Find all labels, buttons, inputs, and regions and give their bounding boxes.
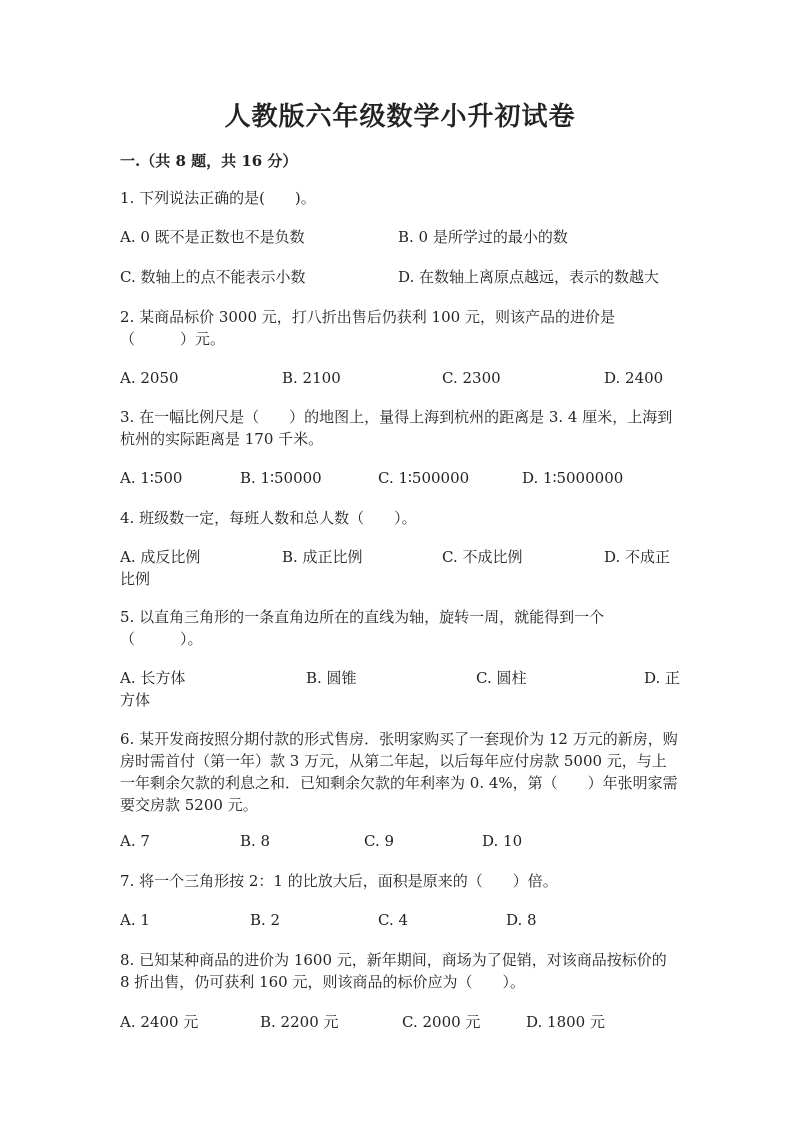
q3-option-a[interactable]: A. 1∶500 [120,469,183,487]
question-6-options [120,830,680,852]
q2-option-c[interactable]: C. 2300 [442,369,501,387]
q2-option-a[interactable]: A. 2050 [120,369,179,387]
question-1-stem: 1. 下列说法正确的是( )。 [120,189,316,207]
q7-option-d[interactable]: D. 8 [506,911,537,929]
question-1-options-row2 [120,266,680,288]
question-8-options [120,1011,680,1033]
question-1-options [120,226,680,248]
q4-option-d-wrap [0,546,680,596]
q5-option-d[interactable]: D. 正 [644,669,681,687]
q3-option-d[interactable]: D. 1∶5000000 [522,469,624,487]
q4-option-d-continuation: 比例 [120,570,151,588]
q4-option-a[interactable]: A. 成反比例 [120,548,201,566]
q7-option-c[interactable]: C. 4 [378,911,409,929]
section-heading: 一.（共 8 题，共 16 分） [120,152,298,170]
q6-option-b[interactable]: B. 8 [240,832,271,850]
q5-option-c[interactable]: C. 圆柱 [476,669,527,687]
question-7-stem: 7. 将一个三角形按 2：1 的比放大后，面积是原来的（ ）倍。 [120,872,558,890]
question-8-stem: 8. 已知某种商品的进价为 1600 元，新年期间，商场为了促销，对该商品按标价的 8 折出售，仍可获利 160 元，则该商品的标价应为（ ）。 [120,951,667,991]
question-3-options [120,467,680,489]
question-2-stem: 2. 某商品标价 3000 元，打八折出售后仍获利 100 元，则该产品的进价是（ ）元。 [120,308,615,348]
q3-option-b[interactable]: B. 1∶50000 [240,469,322,487]
q1-option-d[interactable]: D. 在数轴上离原点越远，表示的数越大 [398,268,660,286]
q5-option-b[interactable]: B. 圆锥 [306,669,357,687]
q2-option-d[interactable]: D. 2400 [604,369,664,387]
q1-option-b[interactable]: B. 0 是所学过的最小的数 [398,228,568,246]
page-title: 人教版六年级数学小升初试卷 [224,102,576,132]
question-5-options [120,667,680,689]
question-3-stem: 3. 在一幅比例尺是（ ）的地图上，量得上海到杭州的距离是 3. 4 厘米，上海到杭州的实际距离是 170 千米。 [120,408,673,448]
question-2-options [120,367,680,389]
q3-option-c[interactable]: C. 1∶500000 [378,469,470,487]
q8-option-b[interactable]: B. 2200 元 [260,1013,339,1031]
question-7-options [120,909,680,931]
q4-option-b[interactable]: B. 成正比例 [282,548,363,566]
q1-option-c[interactable]: C. 数轴上的点不能表示小数 [120,268,306,286]
q8-option-c[interactable]: C. 2000 元 [402,1013,481,1031]
q7-option-b[interactable]: B. 2 [250,911,281,929]
q7-option-a[interactable]: A. 1 [120,911,150,929]
q4-option-c[interactable]: C. 不成比例 [442,548,523,566]
q8-option-d[interactable]: D. 1800 元 [526,1013,605,1031]
question-5-stem: 5. 以直角三角形的一条直角边所在的直线为轴，旋转一周，就能得到一个（ ）。 [120,608,605,648]
question-6-stem: 6. 某开发商按照分期付款的形式售房．张明家购买了一套现价为 12 万元的新房，购房时需首付（第一年）款 3 万元，从第二年起，以后每年应付房款 5000 元，与上一年剩余欠款的利息之和．已知剩余欠款的年利率为 0. 4%，第（ ）年张明家需要交房款 5200 元。 [120,730,678,814]
q4-option-d[interactable]: D. 不成正 [604,548,671,566]
q1-option-a[interactable]: A. 0 既不是正数也不是负数 [120,228,305,246]
q8-option-a[interactable]: A. 2400 元 [120,1013,199,1031]
question-4-stem: 4. 班级数一定，每班人数和总人数（ ）。 [120,509,417,527]
q2-option-b[interactable]: B. 2100 [282,369,341,387]
q5-option-d-continuation: 方体 [120,691,151,709]
q5-option-a[interactable]: A. 长方体 [120,669,186,687]
q6-option-c[interactable]: C. 9 [364,832,395,850]
q6-option-a[interactable]: A. 7 [120,832,150,850]
q6-option-d[interactable]: D. 10 [482,832,523,850]
